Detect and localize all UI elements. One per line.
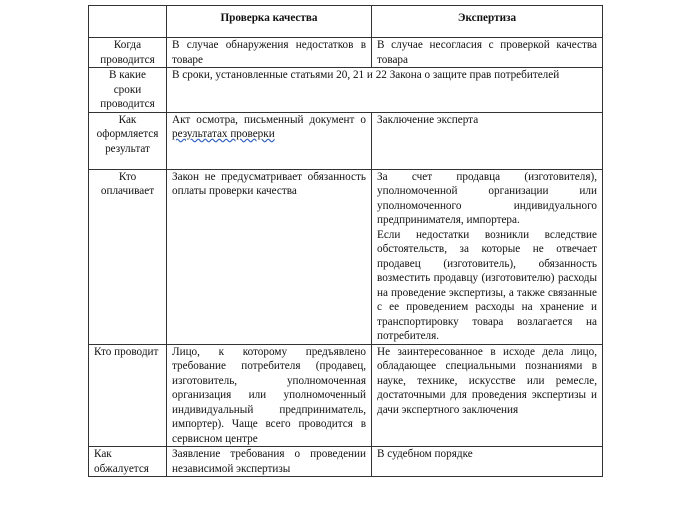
comparison-table [88, 5, 603, 477]
header-empty [89, 6, 167, 38]
table-row [89, 447, 603, 477]
row-label-when: Когда проводится [89, 38, 167, 68]
row-label-result: Как оформляется результат [89, 112, 167, 169]
cell-quality-payer: Закон не предусматривает обязанность оплаты проверки качества [167, 169, 372, 344]
table-row [89, 38, 603, 68]
cell-expertise-performer: Не заинтересованное в исходе дела лицо, обладающее специальными познаниями в науке, технике, искусстве или ремесле, достаточными для проведения экспертизы и дачи экспертного заключения [372, 344, 603, 447]
row-label-payer: Кто оплачивает [89, 169, 167, 344]
header-expertise: Экспертиза [372, 6, 603, 38]
cell-expertise-payer [372, 169, 603, 344]
cell-expertise-result: Заключение эксперта [372, 112, 603, 169]
cell-expertise-appeal: В судебном порядке [372, 447, 603, 477]
row-label-appeal: Как обжалуется [89, 447, 167, 477]
header-quality-check: Проверка качества [167, 6, 372, 38]
cell-quality-result [167, 112, 372, 169]
row-label-performer: Кто проводит [89, 344, 167, 447]
cell-terms-merged: В сроки, установленные статьями 20, 21 и 22 Закона о защите прав потребителей [167, 68, 603, 113]
table-row [89, 169, 603, 344]
cell-expertise-payer-p1: За счет продавца (изготовителя), уполномоченной организации или уполномоченного индивидуального предпринимателя, импортера. [377, 170, 597, 226]
cell-quality-appeal: Заявление требования о проведении независимой экспертизы [167, 447, 372, 477]
cell-quality-performer: Лицо, к которому предъявлено требование потребителя (продавец, изготовитель, уполномоченная организация или уполномоченный индивидуальный предприниматель, импортер). Чаще всего проводится в сервисном центре [167, 344, 372, 447]
cell-quality-result-text: Акт осмотра, письменный документ о [172, 113, 366, 126]
cell-quality-when: В случае обнаружения недостатков в товаре [167, 38, 372, 68]
header-row [89, 6, 603, 38]
table-row [89, 112, 603, 169]
table-row [89, 68, 603, 113]
cell-expertise-payer-p2: Если недостатки возникли вследствие обстоятельств, за которые не отвечает продавец (изготовитель), обязанность возместить продавцу (изготовителю) расходы на проведение экспертизы, а также связанные с ее проведением расходы на хранение и транспортировку товара возлагается на потребителя. [377, 228, 597, 342]
spellcheck-underlined-text: результатах проверки [172, 128, 275, 140]
cell-expertise-when: В случае несогласия с проверкой качества товара [372, 38, 603, 68]
row-label-terms: В какие сроки проводится [89, 68, 167, 113]
table-row [89, 344, 603, 447]
